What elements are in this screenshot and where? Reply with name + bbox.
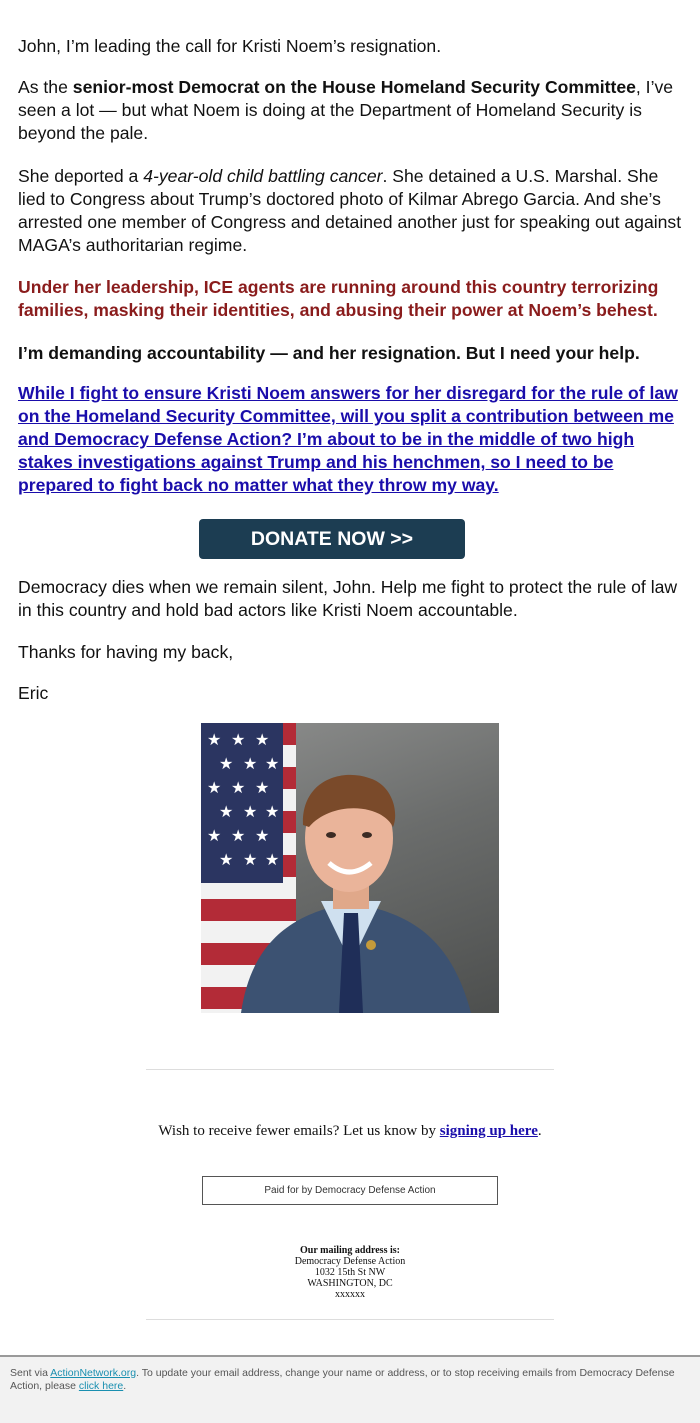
svg-text:★: ★ [255, 778, 270, 797]
ice-paragraph: Under her leadership, ICE agents are running around this country terrorizing families, masking their identities, and abusing their power at Noem’s behest. [18, 277, 659, 320]
svg-text:★: ★ [207, 778, 222, 797]
svg-text:★: ★ [207, 826, 222, 845]
footer-suffix: . [123, 1380, 127, 1392]
fewer-emails-prefix: Wish to receive fewer emails? Let us know by [158, 1123, 440, 1139]
accusations-italic: 4-year-old child battling cancer [143, 166, 383, 186]
svg-text:★: ★ [207, 730, 222, 749]
mailing-address-street: 1032 15th St NW [314, 1267, 386, 1278]
divider-bottom [146, 1319, 554, 1320]
committee-role-bold: senior-most Democrat on the House Homeland Security Committee [72, 77, 636, 97]
svg-text:★: ★ [219, 754, 234, 773]
committee-paragraph [18, 76, 682, 145]
signing-up-link[interactable]: signing up here [439, 1123, 538, 1139]
fewer-emails-suffix: . [537, 1123, 542, 1139]
svg-text:★: ★ [265, 802, 280, 821]
fewer-emails-line [0, 1123, 700, 1140]
svg-text:★: ★ [231, 778, 246, 797]
donate-now-button[interactable]: DONATE NOW >> [199, 519, 465, 559]
greeting-paragraph: John, I’m leading the call for Kristi Noem’s resignation. [18, 36, 442, 56]
accusations-text-end: . She detained a U.S. Marshal. She lied to Congress about Trump’s doctored photo of Kilmar Abrego Garcia. And she’s arrested one member of Congress and detained another just for speaking out against MAGA’s authoritarian regime. [18, 166, 682, 255]
svg-text:★: ★ [219, 802, 234, 821]
svg-text:★: ★ [243, 850, 258, 869]
svg-text:★: ★ [243, 802, 258, 821]
svg-text:★: ★ [265, 754, 280, 773]
mailing-address-name: Democracy Defense Action [294, 1256, 406, 1267]
svg-text:★: ★ [265, 850, 280, 869]
mailing-address [0, 1245, 700, 1300]
svg-text:★: ★ [255, 826, 270, 845]
portrait-photo [201, 723, 499, 1013]
contribution-paragraph [18, 382, 682, 497]
committee-text-end: , I’ve seen a lot — but what Noem is doing at the Department of Homeland Security is beyond the pale. [18, 77, 674, 143]
actionnetwork-link[interactable]: ActionNetwork.org [50, 1367, 137, 1379]
footer-middle: . To update your email address, change your name or address, or to stop receiving emails from Democracy Defense Action, please [10, 1367, 675, 1392]
svg-text:★: ★ [231, 826, 246, 845]
donate-wrapper [199, 519, 465, 559]
system-footer [0, 1355, 700, 1423]
closing-paragraph: Democracy dies when we remain silent, John. Help me fight to protect the rule of law in this country and hold bad actors like Kristi Noem accountable. [18, 577, 678, 620]
divider-top [146, 1069, 554, 1070]
svg-text:★: ★ [243, 754, 258, 773]
mailing-address-zip: xxxxxx [335, 1289, 365, 1300]
svg-text:★: ★ [219, 850, 234, 869]
accusations-paragraph [18, 165, 682, 257]
committee-text-start: As the [18, 77, 73, 97]
accusations-text-start: She deported a [18, 166, 144, 186]
thanks-line: Thanks for having my back, [18, 642, 234, 662]
signature-name: Eric [18, 683, 49, 703]
footer-prefix: Sent via [10, 1367, 51, 1379]
demand-paragraph: I’m demanding accountability — and her resignation. But I need your help. [18, 343, 640, 363]
svg-text:★: ★ [255, 730, 270, 749]
mailing-address-header: Our mailing address is: [300, 1245, 400, 1256]
svg-text:★: ★ [231, 730, 246, 749]
portrait-illustration [201, 723, 499, 1013]
contribution-link[interactable]: While I fight to ensure Kristi Noem answers for her disregard for the rule of law on the Homeland Security Committee, will you split a contribution between me and Democracy Defense Action? I’m about to be in the middle of two high stakes investigations against Trump and his henchmen, so I need to be prepared to fight back no matter what they throw my way. [18, 383, 678, 495]
click-here-link[interactable]: click here [78, 1380, 124, 1392]
mailing-address-city: WASHINGTON, DC [307, 1278, 393, 1289]
paid-for-box: Paid for by Democracy Defense Action [202, 1176, 498, 1205]
